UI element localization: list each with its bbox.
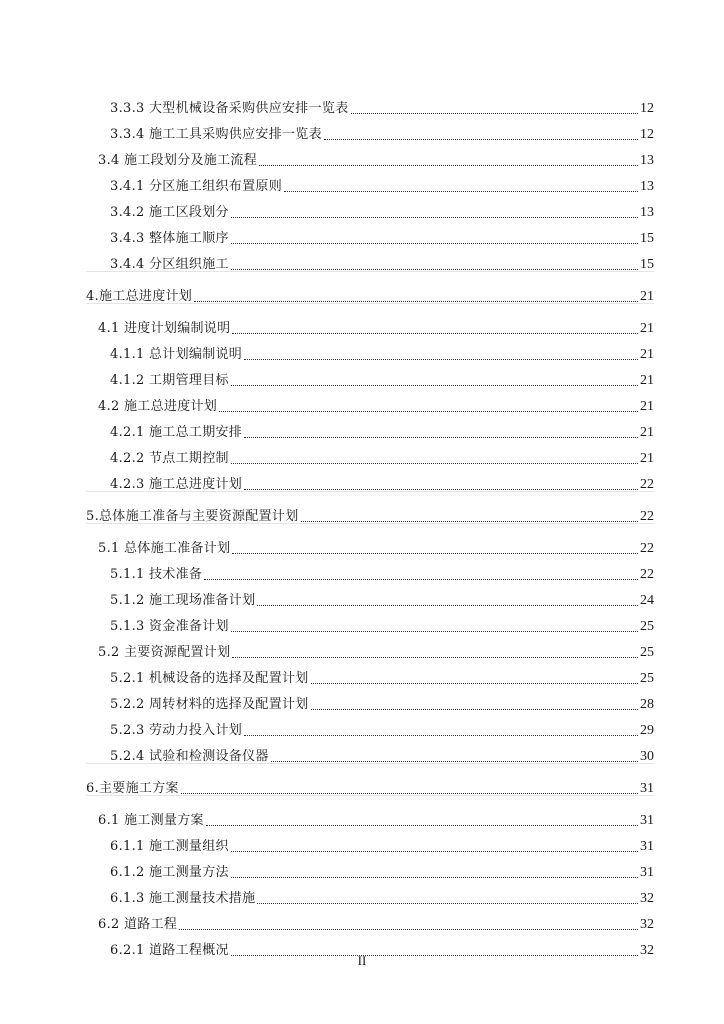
toc-entry-title: 3.4.2 施工区段划分	[110, 205, 229, 220]
toc-entry-title: 3.4.1 分区施工组织布置原则	[110, 179, 283, 194]
toc-entry[interactable]	[110, 887, 654, 907]
toc-entry-page-number: 12	[640, 127, 654, 142]
toc-entry-page-number: 22	[640, 541, 654, 556]
toc-entry-page-number: 31	[640, 839, 654, 854]
toc-entry[interactable]	[110, 421, 654, 441]
toc-entry[interactable]	[110, 447, 654, 467]
toc-dot-leader	[324, 138, 638, 140]
toc-entry-title: 5.2 主要资源配置计划	[98, 645, 231, 660]
toc-dot-leader	[231, 268, 638, 270]
toc-entry-page-number: 21	[640, 373, 654, 388]
toc-entry-title: 3.3.4 施工工具采购供应安排一览表	[110, 127, 322, 142]
toc-entry-title: 5.1.1 技术准备	[110, 567, 203, 582]
toc-entry-title: 5.1.2 施工现场准备计划	[110, 593, 256, 608]
toc-entry[interactable]	[110, 589, 654, 609]
toc-entry[interactable]	[110, 563, 654, 583]
toc-entry-title: 6.1.1 施工测量组织	[110, 839, 229, 854]
toc-entry-page-number: 21	[640, 321, 654, 336]
toc-entry-title: 4.1.1 总计划编制说明	[110, 347, 243, 362]
toc-entry[interactable]	[110, 97, 654, 117]
toc-dot-leader	[181, 792, 638, 794]
toc-entry-title: 4.2.2 节点工期控制	[110, 451, 229, 466]
toc-entry-title: 5.2.4 试验和检测设备仪器	[110, 749, 269, 764]
toc-entry-page-number: 25	[640, 619, 654, 634]
toc-dot-leader	[284, 190, 638, 192]
toc-dot-leader	[231, 384, 638, 386]
toc-entry[interactable]	[110, 835, 654, 855]
toc-entry-page-number: 31	[640, 781, 654, 796]
toc-entry[interactable]	[98, 149, 654, 169]
toc-entry-page-number: 13	[640, 153, 654, 168]
toc-entry-page-number: 15	[640, 231, 654, 246]
toc-entry[interactable]	[110, 123, 654, 143]
toc-entry-page-number: 21	[640, 425, 654, 440]
toc-entry-title: 6.1 施工测量方案	[98, 813, 204, 828]
toc-entry-title: 6.2 道路工程	[98, 917, 178, 932]
toc-entry-title: 5.总体施工准备与主要资源配置计划	[86, 509, 299, 524]
toc-entry-page-number: 22	[640, 567, 654, 582]
toc-entry-page-number: 25	[640, 645, 654, 660]
toc-dot-leader	[231, 462, 638, 464]
toc-dot-leader	[232, 552, 638, 554]
toc-dot-leader	[206, 824, 638, 826]
toc-dot-leader	[204, 578, 638, 580]
toc-entry[interactable]	[86, 285, 654, 305]
toc-entry-page-number: 32	[640, 943, 654, 958]
toc-dot-leader	[244, 488, 638, 490]
toc-entry[interactable]	[98, 809, 654, 829]
toc-entry[interactable]	[110, 175, 654, 195]
toc-entry-title: 3.4.4 分区组织施工	[110, 257, 229, 272]
toc-entry[interactable]	[110, 253, 654, 273]
toc-entry-title: 5.2.2 周转材料的选择及配置计划	[110, 697, 309, 712]
toc-entry-title: 5.1.3 资金准备计划	[110, 619, 229, 634]
toc-entry[interactable]	[98, 641, 654, 661]
toc-entry[interactable]	[110, 201, 654, 221]
toc-entry-title: 3.4 施工段划分及施工流程	[98, 153, 258, 168]
toc-dot-leader	[194, 300, 638, 302]
toc-entry-page-number: 22	[640, 509, 654, 524]
toc-entry-title: 5.2.3 劳动力投入计划	[110, 723, 243, 738]
toc-entry-page-number: 31	[640, 813, 654, 828]
toc-entry[interactable]	[110, 473, 654, 493]
toc-dot-leader	[231, 216, 638, 218]
toc-entry-page-number: 21	[640, 289, 654, 304]
toc-entry-page-number: 29	[640, 723, 654, 738]
toc-entry-title: 4.1 进度计划编制说明	[98, 321, 231, 336]
toc-entry[interactable]	[110, 667, 654, 687]
toc-entry-title: 6.2.1 道路工程概况	[110, 943, 229, 958]
toc-entry-title: 5.2.1 机械设备的选择及配置计划	[110, 671, 309, 686]
toc-dot-leader	[311, 708, 638, 710]
toc-dot-leader	[179, 928, 638, 930]
toc-entry[interactable]	[110, 615, 654, 635]
toc-entry-page-number: 21	[640, 451, 654, 466]
toc-entry[interactable]	[110, 693, 654, 713]
toc-dot-leader	[232, 656, 638, 658]
toc-dot-leader	[231, 850, 638, 852]
toc-entry[interactable]	[110, 861, 654, 881]
toc-dot-leader	[301, 520, 638, 522]
toc-dot-leader	[244, 358, 638, 360]
toc-entry[interactable]	[110, 343, 654, 363]
toc-entry-page-number: 22	[640, 477, 654, 492]
toc-entry[interactable]	[110, 719, 654, 739]
toc-entry-page-number: 30	[640, 749, 654, 764]
toc-entry[interactable]	[110, 369, 654, 389]
page-number: II	[357, 953, 367, 968]
toc-entry[interactable]	[98, 537, 654, 557]
toc-dot-leader	[231, 876, 638, 878]
toc-dot-leader	[271, 760, 638, 762]
toc-entry-title: 6.1.2 施工测量方法	[110, 865, 229, 880]
toc-entry-page-number: 21	[640, 347, 654, 362]
toc-entry-page-number: 25	[640, 671, 654, 686]
toc-dot-leader	[232, 332, 638, 334]
toc-dot-leader	[231, 630, 638, 632]
toc-entry[interactable]	[98, 913, 654, 933]
toc-dot-leader	[257, 604, 638, 606]
toc-entry-page-number: 12	[640, 101, 654, 116]
toc-entry[interactable]	[110, 227, 654, 247]
toc-entry[interactable]	[86, 505, 654, 525]
toc-entry-page-number: 21	[640, 399, 654, 414]
toc-entry[interactable]	[98, 317, 654, 337]
toc-entry[interactable]	[98, 395, 654, 415]
toc-entry-title: 4.2.1 施工总工期安排	[110, 425, 243, 440]
toc-entry[interactable]	[86, 777, 654, 797]
toc-dot-leader	[244, 734, 638, 736]
toc-dot-leader	[244, 436, 638, 438]
toc-entry-page-number: 13	[640, 179, 654, 194]
toc-dot-leader	[219, 410, 638, 412]
toc-dot-leader	[259, 164, 638, 166]
toc-entry-page-number: 24	[640, 593, 654, 608]
toc-entry-page-number: 32	[640, 917, 654, 932]
toc-dot-leader	[257, 902, 638, 904]
toc-entry-title: 4.2.3 施工总进度计划	[110, 477, 243, 492]
toc-entry-title: 4.施工总进度计划	[86, 289, 193, 304]
toc-entry-page-number: 28	[640, 697, 654, 712]
toc-entry-page-number: 32	[640, 891, 654, 906]
toc-entry-title: 5.1 总体施工准备计划	[98, 541, 231, 556]
toc-entry-title: 6.1.3 施工测量技术措施	[110, 891, 256, 906]
toc-dot-leader	[351, 112, 638, 114]
toc-dot-leader	[231, 242, 638, 244]
toc-entry-title: 6.主要施工方案	[86, 781, 179, 796]
toc-entry-page-number: 15	[640, 257, 654, 272]
toc-entry-title: 3.4.3 整体施工顺序	[110, 231, 229, 246]
toc-entry-title: 3.3.3 大型机械设备采购供应安排一览表	[110, 101, 349, 116]
toc-entry-page-number: 31	[640, 865, 654, 880]
toc-entry-page-number: 13	[640, 205, 654, 220]
toc-entry-title: 4.2 施工总进度计划	[98, 399, 218, 414]
toc-dot-leader	[311, 682, 638, 684]
toc-entry-title: 4.1.2 工期管理目标	[110, 373, 229, 388]
toc-entry[interactable]	[110, 745, 654, 765]
